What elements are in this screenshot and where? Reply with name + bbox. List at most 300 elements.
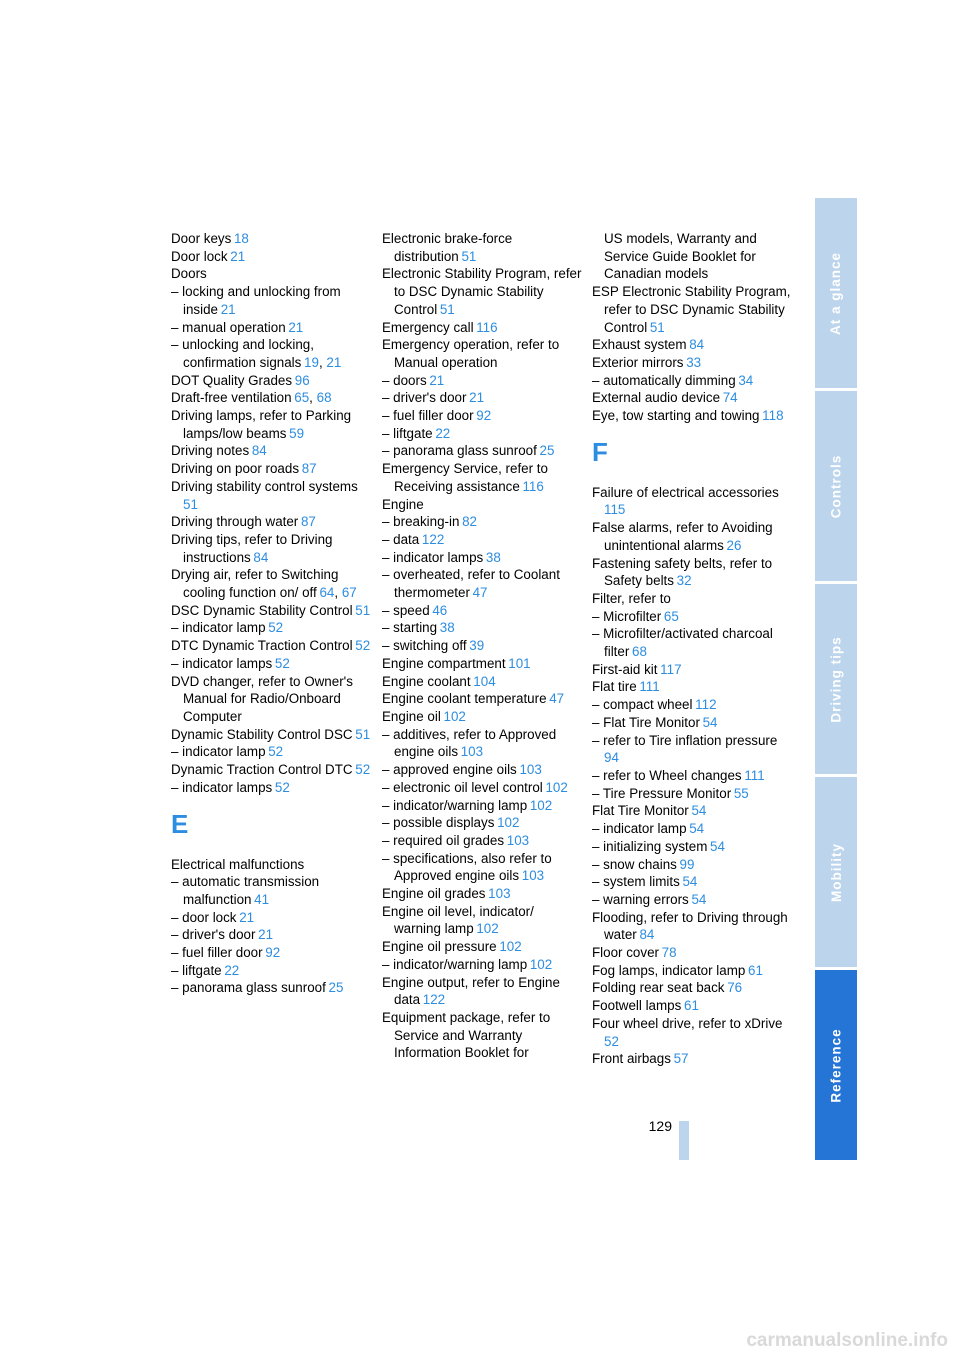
page-reference-link[interactable]: 21	[258, 927, 274, 943]
page-reference-link[interactable]: 38	[485, 549, 501, 565]
index-entry-text: Equipment package, refer to Service and Warranty Information Booklet for	[382, 1009, 551, 1061]
index-entry	[382, 549, 582, 567]
index-entry-text: – warning errors	[592, 891, 689, 907]
index-entry-text: – starting	[382, 620, 438, 636]
index-entry	[592, 962, 792, 980]
index-entry	[592, 891, 792, 909]
index-entry-text: Flat tire	[592, 679, 637, 695]
index-entry-text: – doors	[382, 372, 427, 388]
page-reference-link[interactable]: 25	[328, 980, 344, 996]
page-reference-link[interactable]: 57	[673, 1051, 689, 1067]
index-entry	[171, 761, 371, 779]
tab-mobility[interactable]	[815, 777, 857, 967]
page-reference-link[interactable]: 68	[316, 390, 332, 406]
index-entry	[382, 372, 582, 390]
page-number-bar	[679, 1121, 689, 1160]
index-entry	[592, 283, 792, 336]
index-entry	[592, 909, 792, 944]
page-reference-link[interactable]: 76	[727, 980, 743, 996]
index-entry-text: – indicator/warning lamp	[382, 956, 528, 972]
page-reference-link[interactable]: 68	[632, 644, 647, 660]
index-entry	[171, 726, 371, 744]
index-entry	[382, 956, 582, 974]
index-entry	[171, 619, 371, 637]
page-reference-link[interactable]: 122	[421, 531, 445, 547]
index-entry	[171, 944, 371, 962]
index-entry-text: Engine oil level, indicator/ warning lamp	[382, 903, 534, 937]
index-letter-heading: F	[592, 436, 608, 467]
index-entry-text: – specifications, also refer to Approved engine oils	[382, 850, 552, 884]
index-entry	[382, 531, 582, 549]
index-entry	[171, 230, 371, 248]
index-entry-text: Driving through water	[171, 514, 299, 530]
index-entry-text: Engine coolant temperature	[382, 691, 547, 707]
page-reference-link[interactable]: 21	[220, 301, 236, 317]
index-entry	[592, 979, 792, 997]
index-entry-text: – driver's door	[382, 390, 467, 406]
index-entry-text: Drying air, refer to Switching cooling function on/ off	[171, 567, 339, 601]
index-entry	[592, 389, 792, 407]
index-entry-text: – system limits	[592, 874, 680, 890]
index-entry	[592, 336, 792, 354]
page-reference-link[interactable]: 116	[476, 319, 498, 335]
index-entry	[592, 555, 792, 590]
page-reference-link[interactable]: 99	[679, 856, 695, 872]
index-entry-text: Emergency Service, refer to Receiving assistance	[382, 461, 548, 494]
index-entry-text: Driving lamps, refer to Parking lamps/low beams	[171, 408, 352, 441]
index-entry	[171, 926, 371, 944]
page-reference-link[interactable]: 78	[661, 945, 677, 961]
index-entry	[171, 372, 371, 390]
index-entry-text: Fog lamps, indicator lamp	[592, 962, 746, 978]
page-reference-link[interactable]: 111	[639, 679, 660, 695]
index-entry-text: Flooding, refer to Driving through water	[592, 909, 788, 943]
page-reference-link[interactable]: 111	[744, 767, 765, 783]
index-entry	[382, 761, 582, 779]
page-reference-link[interactable]: 21	[239, 909, 255, 925]
page-reference-link[interactable]: 102	[529, 956, 553, 972]
index-entry	[171, 407, 371, 442]
index-entry-text: External audio device	[592, 390, 721, 406]
page-reference-link[interactable]: 102	[499, 939, 522, 955]
page-reference-link[interactable]: 22	[224, 962, 240, 978]
page-reference-link[interactable]: 61	[684, 998, 699, 1014]
watermark: carmanualsonline.info	[746, 1330, 948, 1351]
page-reference-link[interactable]: 92	[476, 408, 492, 424]
index-entry-text: DOT Quality Grades	[171, 372, 293, 388]
index-entry	[592, 484, 792, 519]
index-entry-text: First-aid kit	[592, 661, 658, 677]
index-entry	[592, 661, 792, 679]
index-entry	[382, 389, 582, 407]
index-entry-text: – data	[382, 531, 420, 547]
page-reference-link[interactable]: 21	[326, 354, 342, 370]
page-reference-link[interactable]: 21	[469, 390, 485, 406]
index-entry-text: Engine compartment	[382, 655, 506, 671]
index-letter-heading: E	[171, 808, 189, 839]
index-entry-text: Driving on poor roads	[171, 461, 300, 477]
index-entry	[592, 407, 792, 425]
page-reference-link[interactable]: 38	[439, 620, 455, 636]
index-entry-text: Emergency operation, refer to Manual operation	[382, 337, 560, 370]
index-entry	[592, 354, 792, 372]
tab-label: Driving tips	[828, 635, 844, 723]
page-reference-link[interactable]: 104	[473, 673, 496, 689]
index-entry-text: – indicator lamps	[171, 655, 273, 671]
index-entry-text: – overheated, refer to Coolant thermometer	[382, 567, 560, 601]
page-reference-link[interactable]: 51	[183, 496, 198, 512]
page-reference-link[interactable]: 33	[686, 354, 702, 370]
index-entry	[382, 230, 582, 265]
page-reference-link[interactable]: 67	[341, 585, 357, 601]
index-entry-text: – liftgate	[171, 962, 222, 978]
index-entry-text: – unlocking and locking, confirmation signals	[171, 337, 314, 370]
index-entry-text: Engine oil grades	[382, 886, 486, 902]
index-entry	[171, 743, 371, 761]
page-reference-link[interactable]: 103	[506, 832, 530, 848]
index-entry	[171, 442, 371, 460]
index-entry	[382, 319, 582, 337]
index-entry-text: – indicator lamp	[171, 744, 266, 760]
index-entry-text: Doors	[171, 266, 207, 282]
index-entry-text: – required oil grades	[382, 832, 505, 848]
index-entry	[171, 779, 371, 797]
index-entry	[171, 460, 371, 478]
page-reference-link[interactable]: 47	[472, 585, 488, 601]
index-entry-text: – liftgate	[382, 425, 433, 441]
index-entry	[382, 779, 582, 797]
index-entry	[171, 655, 371, 673]
page-reference-link[interactable]: 101	[508, 655, 531, 671]
index-entry-text: – additives, refer to Approved engine oils	[382, 726, 557, 760]
index-entry-text: – electronic oil level control	[382, 779, 543, 795]
index-entry-text: Folding rear seat back	[592, 980, 725, 996]
page-reference-link[interactable]: 55	[733, 785, 749, 801]
index-entry	[382, 673, 582, 691]
index-entry	[592, 767, 792, 785]
page-reference-link[interactable]: 103	[488, 886, 511, 902]
page-reference-link[interactable]: 54	[702, 714, 718, 730]
page-reference-link[interactable]: 51	[461, 248, 477, 264]
index-entry	[382, 885, 582, 903]
index-entry	[592, 873, 792, 891]
index-entry-text: Eye, tow starting and towing	[592, 408, 760, 424]
index-entry-text: – Microfilter	[592, 608, 662, 624]
index-entry-text: – indicator lamp	[171, 620, 266, 636]
index-entry	[171, 962, 371, 980]
index-entry-text: – panorama glass sunroof	[382, 443, 537, 459]
index-entry	[171, 873, 371, 908]
index-entry: – unlocking and locking, confirmation signals 19, 21	[171, 337, 342, 370]
index-entry	[382, 265, 582, 318]
index-entry-text: – manual operation	[171, 319, 286, 335]
index-entry-text: Flat Tire Monitor	[592, 803, 689, 819]
page-reference-link[interactable]: 52	[355, 638, 371, 654]
index-entry-text: – switching off	[382, 638, 467, 654]
tab-label: Mobility	[828, 842, 844, 902]
index-entry	[592, 230, 792, 283]
page-reference-link[interactable]: 26	[726, 537, 742, 553]
page-reference-link[interactable]: 103	[460, 744, 484, 760]
page-reference-link[interactable]: 74	[722, 390, 738, 406]
page-reference-link[interactable]: 87	[300, 514, 316, 530]
index-entry	[592, 997, 792, 1015]
index-entry	[382, 832, 582, 850]
index-entry-text: – fuel filler door	[171, 945, 263, 961]
page-reference-link[interactable]: 65	[294, 390, 310, 406]
index-entry	[382, 637, 582, 655]
index-entry-text: – refer to Tire inflation pressure	[592, 732, 778, 748]
index-entry	[592, 590, 792, 608]
index-entry-text: Electronic brake-force distribution	[382, 231, 513, 264]
page-reference-link[interactable]: 54	[691, 891, 707, 907]
index-entry	[382, 602, 582, 620]
index-entry-text: Dynamic Stability Control DSC	[171, 726, 353, 742]
index-entry	[382, 460, 582, 495]
page-reference-link[interactable]: 84	[639, 927, 655, 943]
page-reference-link[interactable]: 96	[294, 372, 310, 388]
page-reference-link[interactable]: 54	[689, 821, 705, 837]
index-entry-text: – refer to Wheel changes	[592, 767, 742, 783]
page-reference-link[interactable]: 115	[604, 502, 626, 518]
index-entry-text: False alarms, refer to Avoiding unintentional alarms	[592, 520, 773, 553]
index-entry-text: Driving notes	[171, 443, 250, 459]
index-entry-text: – automatic transmission malfunction	[171, 874, 320, 907]
page-reference-link[interactable]: 82	[462, 514, 478, 530]
index-entry	[382, 496, 582, 514]
index-entry: Drying air, refer to Switching cooling function on/ off 64, 67	[171, 567, 357, 601]
index-entry	[592, 696, 792, 714]
index-entry-text: – locking and unlocking from inside	[171, 284, 341, 317]
index-entry	[382, 1009, 582, 1062]
index-entry-text: Draft-free ventilation	[171, 390, 292, 406]
page-reference-link[interactable]: 21	[429, 372, 445, 388]
page-reference-link[interactable]: 112	[695, 697, 717, 713]
index-entry	[592, 856, 792, 874]
page-reference-link[interactable]: 51	[439, 301, 455, 317]
index-entry	[382, 708, 582, 726]
index-entry	[171, 283, 371, 318]
index-entry-text: – indicator lamps	[171, 779, 273, 795]
page-reference-link[interactable]: 103	[519, 762, 542, 778]
index-entry	[592, 944, 792, 962]
index-entry	[592, 625, 792, 660]
index-entry	[171, 856, 371, 874]
index-entry-text: – Tire Pressure Monitor	[592, 785, 732, 801]
page-reference-link[interactable]: 25	[539, 443, 555, 459]
index-entry	[171, 319, 371, 337]
index-entry	[171, 637, 371, 655]
page-reference-link[interactable]: 64	[319, 585, 335, 601]
index-entry-text: DSC Dynamic Stability Control	[171, 602, 353, 618]
index-entry	[382, 655, 582, 673]
index-entry	[382, 513, 582, 531]
index-entry	[592, 732, 792, 767]
page-reference-link[interactable]: 22	[435, 425, 451, 441]
page-reference-link[interactable]: 52	[274, 779, 290, 795]
index-entry	[382, 974, 582, 1009]
tab-label: Reference	[828, 1027, 844, 1103]
section-tabs	[815, 198, 857, 1160]
page-reference-link[interactable]: 54	[691, 803, 707, 819]
page-reference-link[interactable]: 102	[529, 797, 553, 813]
index-entry-text: – Flat Tire Monitor	[592, 714, 700, 730]
index-entry-text: Engine oil	[382, 708, 441, 724]
index-entry-text: Footwell lamps	[592, 998, 682, 1014]
index-entry-text: – breaking-in	[382, 514, 460, 530]
index-entry-text: – fuel filler door	[382, 408, 474, 424]
index-entry	[592, 1050, 792, 1068]
index-entry	[592, 372, 792, 390]
page-reference-link[interactable]: 94	[604, 750, 619, 766]
index-entry	[592, 608, 792, 626]
page-reference-link[interactable]: 54	[682, 874, 698, 890]
index-entry	[382, 850, 582, 885]
page-reference-link[interactable]: 118	[762, 408, 784, 424]
index-entry	[171, 248, 371, 266]
index-entry-text: – initializing system	[592, 838, 708, 854]
index-entry	[171, 478, 371, 513]
page-reference-link[interactable]: 102	[443, 708, 466, 724]
index-entry-text: Four wheel drive, refer to xDrive	[592, 1015, 783, 1031]
page-reference-link[interactable]: 102	[545, 779, 568, 795]
index-entry-text: – driver's door	[171, 927, 256, 943]
index-entry-text: Exterior mirrors	[592, 354, 684, 370]
index-entry	[382, 726, 582, 761]
index-entry	[592, 802, 792, 820]
index-entry	[171, 673, 371, 726]
index-entry-text: Failure of electrical accessories	[592, 484, 779, 500]
index-column-3	[592, 230, 792, 1068]
page-reference-link[interactable]: 116	[522, 478, 544, 494]
page-reference-link[interactable]: 34	[738, 372, 754, 388]
page-reference-link[interactable]: 102	[497, 815, 520, 831]
index-entry-text: – automatically dimming	[592, 372, 736, 388]
page-reference-link[interactable]: 117	[660, 661, 682, 677]
index-entry	[382, 690, 582, 708]
index-entry	[592, 838, 792, 856]
index-entry-text: Dynamic Traction Control DTC	[171, 762, 353, 778]
page-reference-link[interactable]: 52	[268, 744, 284, 760]
index-entry	[382, 619, 582, 637]
index-column-1	[171, 230, 371, 997]
index-entry-text: – approved engine oils	[382, 762, 517, 778]
index-entry-text: Electrical malfunctions	[171, 856, 305, 872]
index-entry	[592, 1015, 792, 1050]
index-column-2	[382, 230, 582, 1062]
index-entry-text: – speed	[382, 602, 430, 618]
index-entry	[171, 909, 371, 927]
page-reference-link[interactable]: 102	[476, 921, 499, 937]
page-reference-link[interactable]: 59	[289, 425, 305, 441]
index-entry: Draft-free ventilation 65, 68	[171, 390, 332, 406]
tab-at-a-glance[interactable]	[815, 198, 857, 388]
index-entry-text: Engine	[382, 496, 424, 512]
page-reference-link[interactable]: 122	[422, 992, 446, 1008]
page-reference-link[interactable]: 61	[748, 962, 763, 978]
page-reference-link[interactable]: 18	[233, 231, 249, 246]
index-entry	[382, 797, 582, 815]
index-entry	[382, 903, 582, 938]
page-reference-link[interactable]: 87	[301, 461, 317, 477]
index-entry-text: Floor cover	[592, 945, 659, 961]
index-entry	[382, 407, 582, 425]
page-reference-link[interactable]: 54	[710, 838, 725, 854]
page-reference-link[interactable]: 103	[521, 868, 545, 884]
page-reference-link[interactable]: 21	[288, 319, 304, 335]
index-entry-text: US models, Warranty and Service Guide Booklet for Canadian models	[604, 231, 757, 282]
index-entry	[592, 678, 792, 696]
index-entry-text: – panorama glass sunroof	[171, 980, 326, 996]
index-entry	[171, 979, 371, 997]
tab-driving-tips[interactable]	[815, 584, 857, 774]
index-entry-text: Door keys	[171, 231, 232, 246]
index-entry-text: Fastening safety belts, refer to Safety belts	[592, 555, 773, 589]
index-entry-text: DVD changer, refer to Owner's Manual for Radio/Onboard Computer	[171, 673, 353, 724]
index-entry	[382, 814, 582, 832]
index-entry	[171, 602, 371, 620]
tab-controls[interactable]	[815, 391, 857, 581]
index-entry	[592, 519, 792, 554]
page-reference-link[interactable]: 84	[689, 337, 705, 353]
index-entry-text: ESP Electronic Stability Program, refer to DSC Dynamic Stability Control	[592, 284, 791, 335]
page-reference-link[interactable]: 52	[268, 620, 284, 636]
index-entry-text: Engine coolant	[382, 673, 471, 689]
page-reference-link[interactable]: 39	[469, 638, 485, 654]
index-entry-text: Front airbags	[592, 1051, 671, 1067]
index-entry-text: – possible displays	[382, 815, 495, 831]
page-reference-link[interactable]: 46	[432, 602, 448, 618]
index-entry	[171, 513, 371, 531]
page-reference-link[interactable]: 21	[230, 248, 246, 264]
index-entry-text: DTC Dynamic Traction Control	[171, 638, 353, 654]
page-reference-link[interactable]: 65	[663, 608, 679, 624]
page-reference-link[interactable]: 84	[251, 443, 267, 459]
index-entry	[171, 265, 371, 283]
page-reference-link[interactable]: 51	[355, 726, 371, 742]
index-entry-text: Emergency call	[382, 319, 474, 335]
tab-label: At a glance	[828, 251, 844, 335]
index-entry-text: Door lock	[171, 248, 228, 264]
index-entry-text: Electronic Stability Program, refer to DSC Dynamic Stability Control	[382, 266, 582, 317]
index-entry-text: – indicator/warning lamp	[382, 797, 528, 813]
page-reference-link[interactable]: 52	[355, 762, 371, 778]
index-entry-text: – Microfilter/activated charcoal filter	[592, 626, 773, 660]
index-entry	[592, 785, 792, 803]
page-reference-link[interactable]: 52	[604, 1033, 619, 1049]
index-entry-text: Engine output, refer to Engine data	[382, 974, 560, 1008]
page-reference-link[interactable]: 51	[355, 602, 371, 618]
index-entry	[592, 820, 792, 838]
index-entry-text: Driving stability control systems	[171, 478, 358, 494]
index-entry-text: – compact wheel	[592, 697, 693, 713]
tab-reference[interactable]	[815, 970, 857, 1160]
page-reference-link[interactable]: 32	[676, 573, 692, 589]
page-reference-link[interactable]: 47	[549, 691, 565, 707]
page-reference-link[interactable]: 19	[304, 354, 319, 370]
page-reference-link[interactable]: 52	[274, 655, 290, 671]
index-entry-text: – indicator lamps	[382, 549, 484, 565]
index-entry	[592, 714, 792, 732]
page-reference-link[interactable]: 51	[649, 319, 665, 335]
page-reference-link[interactable]: 92	[265, 945, 281, 961]
index-entry	[382, 938, 582, 956]
index-entry-text: – door lock	[171, 909, 237, 925]
index-entry-text: – snow chains	[592, 856, 677, 872]
page-reference-link[interactable]: 41	[254, 891, 270, 907]
page-reference-link[interactable]: 84	[253, 549, 269, 565]
index-entry	[382, 442, 582, 460]
